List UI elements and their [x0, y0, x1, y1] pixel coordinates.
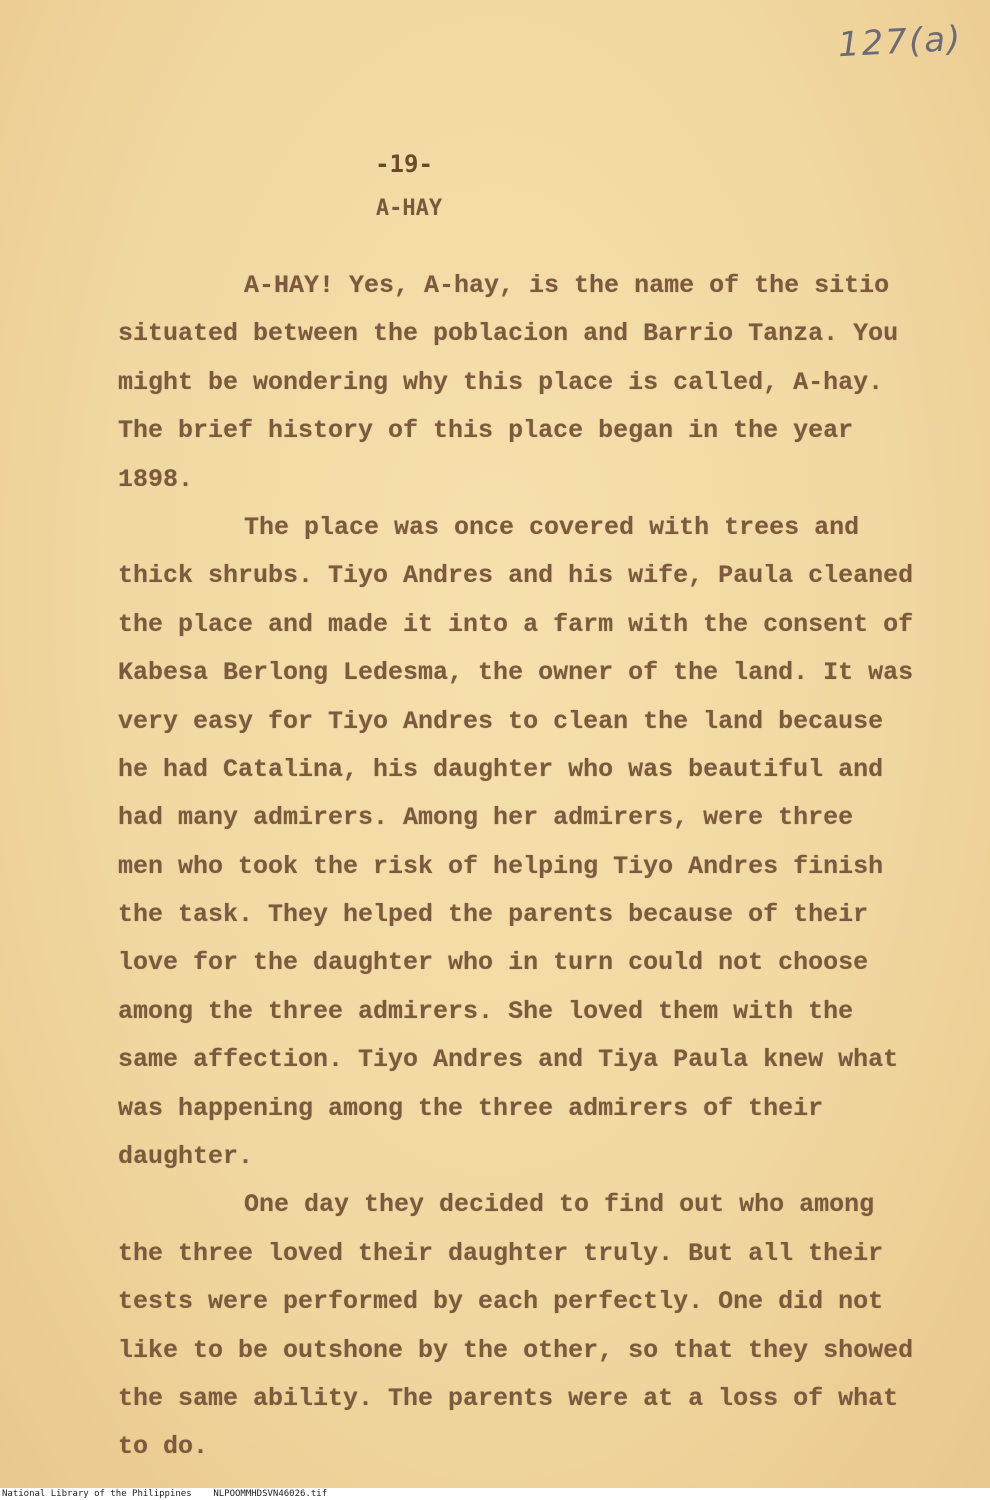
page-number: -19- — [375, 150, 433, 178]
text-line: A-HAY! Yes, A-hay, is the name of the sitio — [244, 271, 890, 300]
text-line: One day they decided to find out who among — [244, 1190, 875, 1220]
text-line: situated between the poblacion and Barrio Tanza. You — [118, 319, 899, 349]
text-line: 1898. — [118, 464, 194, 494]
text-line: was happening among the three admirers of their — [118, 1093, 824, 1123]
text-line: thick shrubs. Tiyo Andres and his wife, Paula cleaned — [118, 561, 914, 591]
text-line: tests were performed by each perfectly. One did not — [118, 1287, 884, 1317]
text-line: daughter. — [118, 1142, 254, 1172]
text-line: same affection. Tiyo Andres and Tiya Paula knew what — [118, 1045, 899, 1075]
text-line: like to be outshone by the other, so that they showed — [118, 1335, 914, 1365]
text-line: might be wondering why this place is called, A-hay. — [118, 367, 884, 397]
text-line: to do. — [118, 1432, 209, 1462]
text-line: Kabesa Berlong Ledesma, the owner of the land. It was — [118, 658, 914, 688]
document-title: A-HAY — [375, 196, 443, 221]
text-line: among the three admirers. She loved them with the — [118, 996, 854, 1026]
document-body — [118, 262, 914, 1472]
scan-footer — [0, 1488, 990, 1500]
footer-source-label: National Library of the Philippines NLPOOMMHDSVN46026.tif — [2, 1489, 328, 1499]
text-line: men who took the risk of helping Tiyo Andres finish — [118, 851, 884, 881]
text-line: very easy for Tiyo Andres to clean the land because — [118, 706, 884, 736]
text-line: The place was once covered with trees and — [244, 512, 860, 542]
text-line: the three loved their daughter truly. But all their — [118, 1238, 884, 1268]
text-line: the task. They helped the parents because of their — [118, 900, 869, 930]
text-line: he had Catalina, his daughter who was beautiful and — [118, 754, 884, 784]
text-line: love for the daughter who in turn could not choose — [118, 948, 869, 978]
text-line: The brief history of this place began in the year — [118, 416, 854, 446]
text-line: the same ability. The parents were at a loss of what — [118, 1383, 899, 1413]
text-line: had many admirers. Among her admirers, were three — [118, 803, 854, 833]
text-line: the place and made it into a farm with the consent of — [118, 609, 914, 639]
handwritten-page-note: 127(a) — [837, 18, 964, 66]
